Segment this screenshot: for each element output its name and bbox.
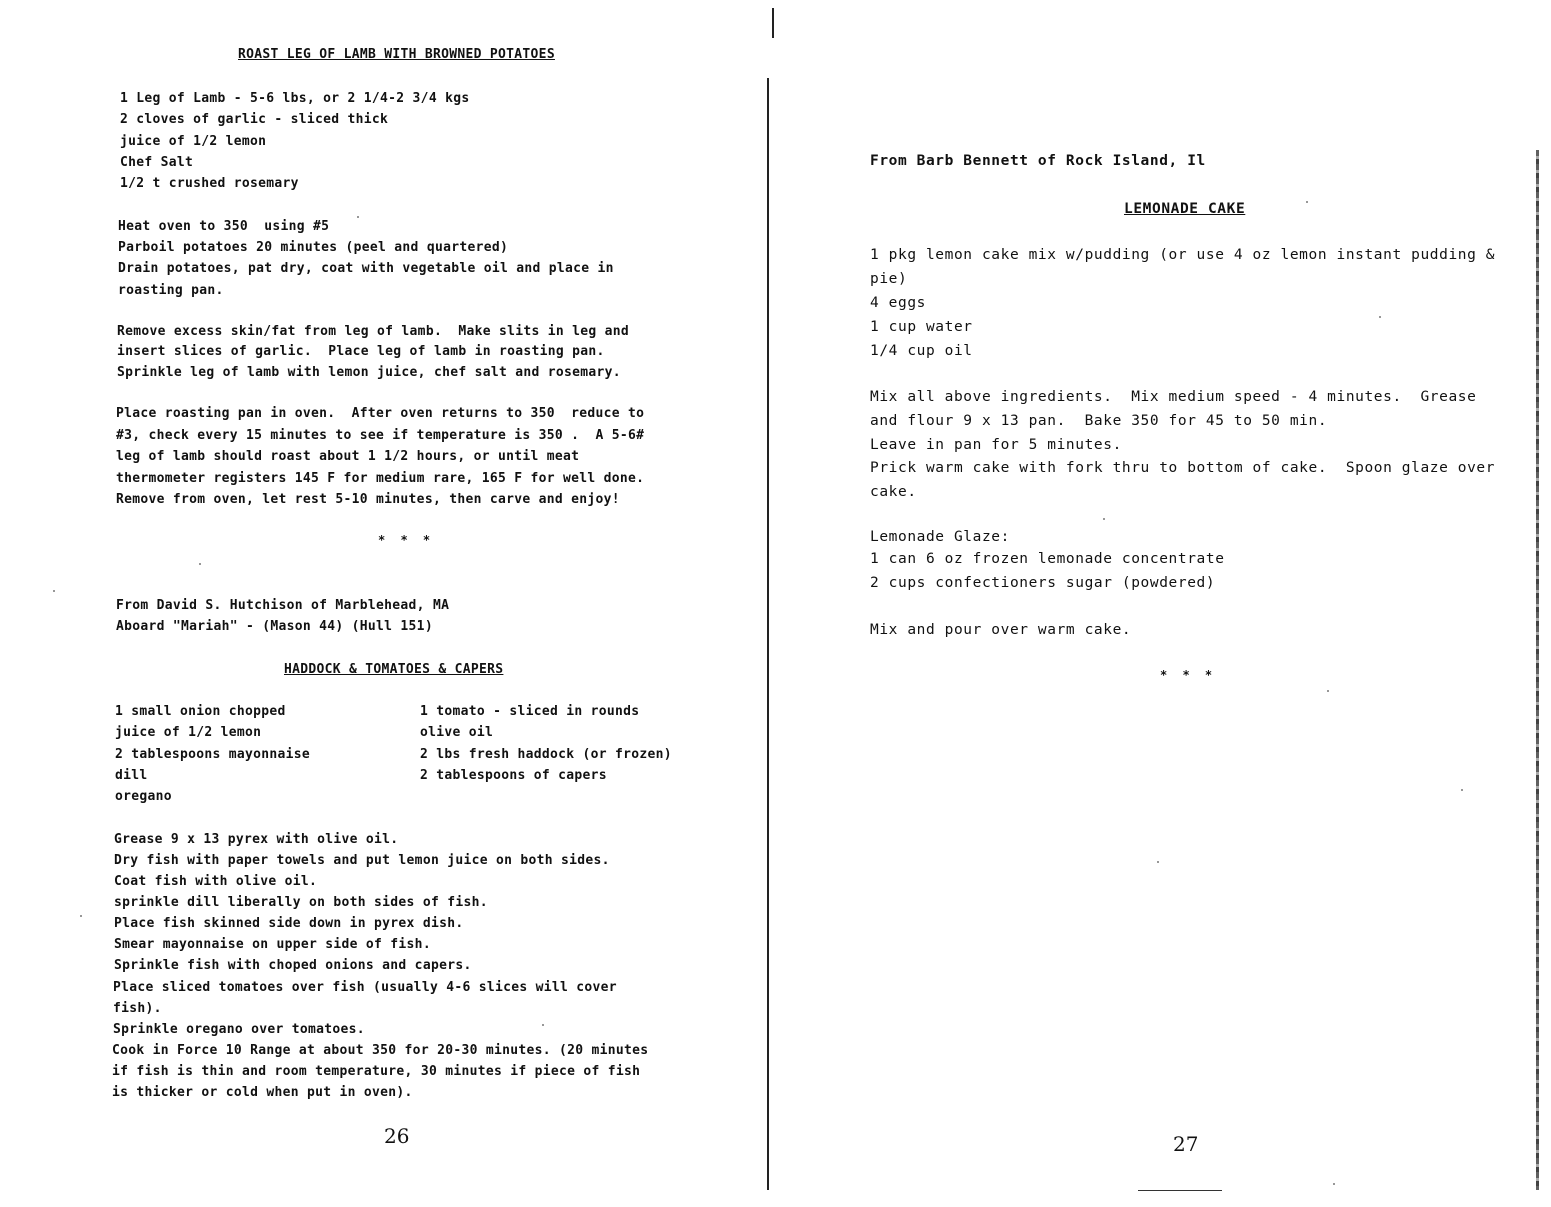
instruction-line: insert slices of garlic. Place leg of lamb in roasting pan. [117, 344, 605, 359]
scan-speck [80, 915, 82, 917]
glaze-ingredient: 1 can 6 oz frozen lemonade concentrate [870, 551, 1225, 567]
scan-speck [1306, 201, 1308, 203]
instruction-line: Mix all above ingredients. Mix medium speed - 4 minutes. Grease [870, 389, 1477, 405]
instruction-line: leg of lamb should roast about 1 1/2 hours, or until meat [116, 449, 580, 464]
ingredient-line: Chef Salt [120, 155, 194, 170]
ingredient-line: olive oil [420, 725, 494, 740]
left-page [0, 0, 770, 1207]
ingredient-line: 2 lbs fresh haddock (or frozen) [420, 747, 672, 762]
ingredient-line: juice of 1/2 lemon [120, 134, 267, 149]
ingredient-line: dill [115, 768, 148, 783]
page-number: 26 [384, 1124, 410, 1148]
instruction-line: Place fish skinned side down in pyrex dish. [114, 916, 464, 931]
instruction-line: Heat oven to 350 using #5 [118, 219, 330, 234]
instruction-line: Sprinkle fish with choped onions and capers. [114, 958, 472, 973]
ingredient-line: 1 small onion chopped [115, 704, 286, 719]
ingredient-line: 1/2 t crushed rosemary [120, 176, 299, 191]
instruction-line: fish). [113, 1001, 162, 1016]
instruction-line: Drain potatoes, pat dry, coat with vegetable oil and place in [118, 261, 614, 276]
ingredient-line: 2 tablespoons of capers [420, 768, 607, 783]
ingredient-line: 2 cloves of garlic - sliced thick [120, 112, 389, 127]
scan-speck [1327, 690, 1329, 692]
instruction-line: Coat fish with olive oil. [114, 874, 318, 889]
ingredient-line: 1 Leg of Lamb - 5-6 lbs, or 2 1/4-2 3/4 kgs [120, 91, 470, 106]
glaze-ingredient: 2 cups confectioners sugar (powdered) [870, 575, 1216, 591]
recipe-title-roast-lamb: ROAST LEG OF LAMB WITH BROWNED POTATOES [238, 47, 555, 62]
ingredient-line: 1/4 cup oil [870, 343, 973, 359]
scan-speck [199, 563, 201, 565]
instruction-line: Parboil potatoes 20 minutes (peel and quartered) [118, 240, 509, 255]
instruction-line: Prick warm cake with fork thru to bottom of cake. Spoon glaze over [870, 460, 1496, 476]
scan-speck [1461, 789, 1463, 791]
bottom-scan-line [1138, 1190, 1222, 1191]
scan-speck [53, 590, 55, 592]
section-separator: * * * [378, 533, 435, 547]
ingredient-line: 1 cup water [870, 319, 973, 335]
recipe-source-line: Aboard "Mariah" - (Mason 44) (Hull 151) [116, 619, 433, 634]
instruction-line: Remove from oven, let rest 5-10 minutes, then carve and enjoy! [116, 492, 620, 507]
ingredient-line: 4 eggs [870, 295, 926, 311]
scan-speck [1333, 1183, 1335, 1185]
ingredient-line: oregano [115, 789, 172, 804]
instruction-line: and flour 9 x 13 pan. Bake 350 for 45 to 50 min. [870, 413, 1328, 429]
scan-speck [357, 216, 359, 218]
ingredient-line: pie) [870, 271, 908, 287]
section-separator: * * * [1160, 668, 1217, 682]
scan-speck [1379, 316, 1381, 318]
instruction-line: is thicker or cold when put in oven). [112, 1085, 413, 1100]
scan-speck [1157, 861, 1159, 863]
scan-speck [542, 1024, 544, 1026]
instruction-line: roasting pan. [118, 283, 224, 298]
ingredient-line: 2 tablespoons mayonnaise [115, 747, 311, 762]
recipe-source-line: From David S. Hutchison of Marblehead, MA [116, 598, 450, 613]
instruction-line: Dry fish with paper towels and put lemon juice on both sides. [114, 853, 610, 868]
page-number: 27 [1173, 1132, 1199, 1156]
ingredient-line: 1 tomato - sliced in rounds [420, 704, 640, 719]
instruction-line: Place sliced tomatoes over fish (usually 4-6 slices will cover [113, 980, 617, 995]
instruction-line: Remove excess skin/fat from leg of lamb. Make slits in leg and [117, 324, 629, 339]
instruction-line: Leave in pan for 5 minutes. [870, 437, 1122, 453]
instruction-line: thermometer registers 145 F for medium rare, 165 F for well done. [116, 471, 645, 486]
instruction-line: cake. [870, 484, 917, 500]
glaze-heading: Lemonade Glaze: [870, 529, 1010, 545]
right-page [771, 0, 1551, 1207]
scan-speck [1103, 518, 1105, 520]
instruction-line: #3, check every 15 minutes to see if temperature is 350 . A 5-6# [116, 428, 645, 443]
instruction-line: sprinkle dill liberally on both sides of fish. [114, 895, 488, 910]
instruction-line: Cook in Force 10 Range at about 350 for 20-30 minutes. (20 minutes [112, 1043, 649, 1058]
instruction-line: Sprinkle leg of lamb with lemon juice, chef salt and rosemary. [117, 365, 621, 380]
ingredient-line: 1 pkg lemon cake mix w/pudding (or use 4 oz lemon instant pudding & [870, 247, 1496, 263]
instruction-line: Smear mayonnaise on upper side of fish. [114, 937, 431, 952]
instruction-line: if fish is thin and room temperature, 30 minutes if piece of fish [112, 1064, 641, 1079]
instruction-line: Sprinkle oregano over tomatoes. [113, 1022, 365, 1037]
recipe-title-lemonade-cake: LEMONADE CAKE [1124, 201, 1246, 217]
instruction-line: Grease 9 x 13 pyrex with olive oil. [114, 832, 399, 847]
instruction-line: Place roasting pan in oven. After oven returns to 350 reduce to [116, 406, 645, 421]
recipe-title-haddock: HADDOCK & TOMATOES & CAPERS [284, 662, 504, 677]
ingredient-line: juice of 1/2 lemon [115, 725, 262, 740]
recipe-source-line: From Barb Bennett of Rock Island, Il [870, 153, 1206, 169]
instruction-line: Mix and pour over warm cake. [870, 622, 1132, 638]
